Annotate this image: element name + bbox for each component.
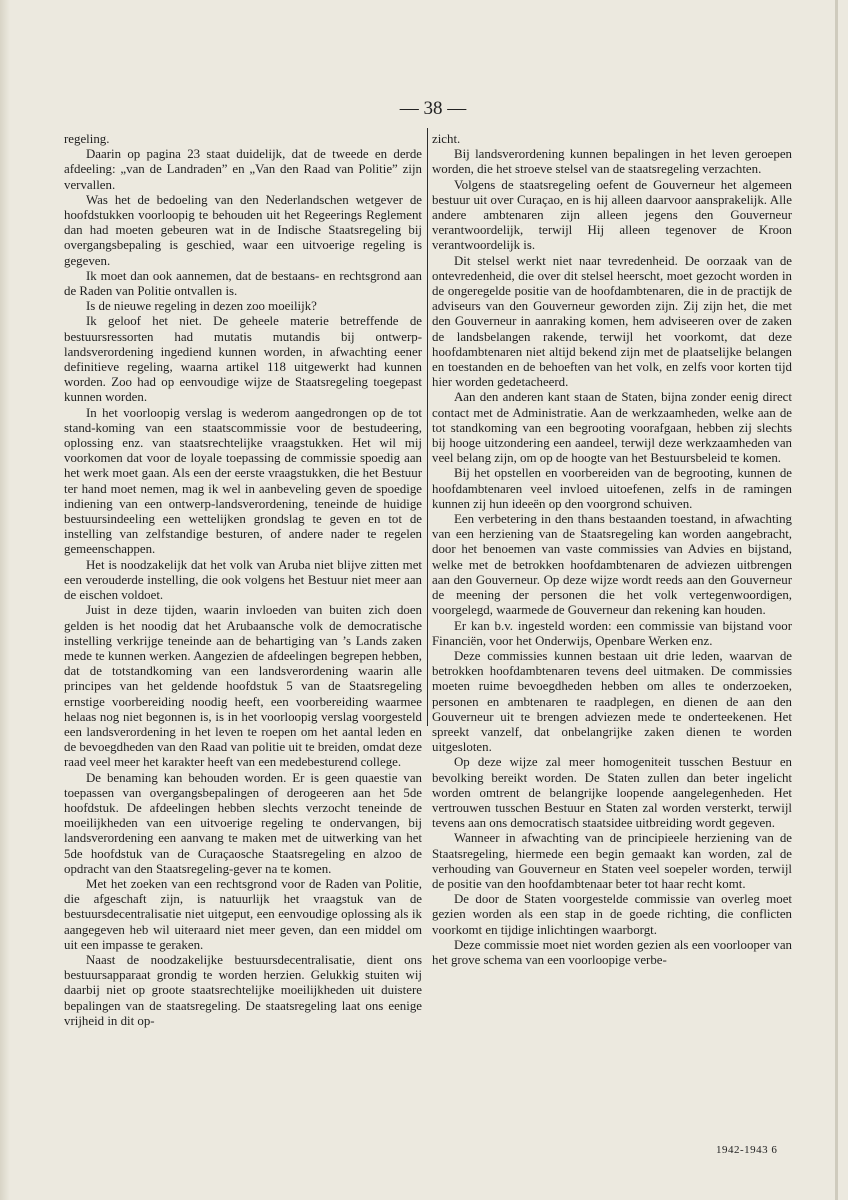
paragraph: Een verbetering in den thans bestaanden toestand, in afwachting van een herziening van de Staatsregeling kan worden aangebracht, door het benoemen van vaste commissies van Advies en bijstand, welke met de betrokken hoofdambtenaren de adviezen uitbrengen aan den Gouverneur. Op deze wijze wordt reeds aan den Gouverneur de meening der personen die het volk vertegenwoordigen, voorgelegd, waarmede de Gouverneur dan rekening kan houden.	[432, 512, 792, 618]
paragraph: Bij het opstellen en voorbereiden van de begrooting, kunnen de hoofdambtenaren veel invloed uitoefenen, zelfs in de ramingen kunnen zij hun ideeën op den voorgrond schuiven.	[432, 466, 792, 511]
paragraph: Er kan b.v. ingesteld worden: een commissie van bijstand voor Financiën, voor het Onderwijs, Openbare Werken enz.	[432, 618, 792, 648]
paragraph: Daarin op pagina 23 staat duidelijk, dat de tweede en derde afdeeling: „van de Landraden” en „Van den Raad van Politie” zijn vervallen.	[64, 147, 422, 192]
paragraph: Juist in deze tijden, waarin invloeden van buiten zich doen gelden is het noodig dat het Arubaansche volk de democratische instelling verkrijge teneinde aan de behartiging van ’s Lands zaken mede te kunnen werken. Aangezien de afdeelingen begrepen hebben, dat de totstandkoming van een landsverordening waarin alle principes van het geldende hoofdstuk 5 van de Staatsregeling ernstige voorbereiding noodig heeft, een voorbereiding waarmee helaas nog niet begonnen is, is in het voorloopig verslag voorgesteld een landsverordening in het leven te roepen om het aantal leden en de bevoegdheden van den Raad van politie uit te breiden, omdat deze raad veel meer het karakter heeft van een medebesturend college.	[64, 603, 422, 770]
left-column	[64, 132, 422, 1029]
page-number: — 38 —	[399, 98, 467, 119]
paragraph: Deze commissies kunnen bestaan uit drie leden, waarvan de betrokken hoofdambtenaren tevens deel uitmaken. De commissies moeten ruime bevoegdheden hebben om alles te onderzoeken, personen en ambtenaren te raadplegen, en dienen de aan den Gouverneur uit te brengen adviezen mede te onderteekenen. Het spreekt vanzelf, dat onbelangrijke zaken dienen te worden uitgesloten.	[432, 648, 792, 755]
paragraph: zicht.	[432, 132, 461, 146]
paragraph: Is de nieuwe regeling in dezen zoo moeilijk?	[86, 299, 317, 314]
paragraph: Op deze wijze zal meer homogeniteit tusschen Bestuur en bevolking bereikt worden. De Staten zullen dan beter ingelicht worden omtrent de belangrijke loopende aangelegenheden. Het vertrouwen tusschen Bestuur en Staten zal worden versterkt, terwijl tevens aan ons democratisch staatsidee uitbreiding wordt gegeven.	[432, 755, 792, 831]
paragraph: De door de Staten voorgestelde commissie van overleg moet gezien worden als een stap in de goede richting, die conflicten voorkomt en tijdige inlichtingen waarborgt.	[432, 892, 792, 937]
paragraph: De benaming kan behouden worden. Er is geen quaestie van toepassen van overgangsbepalingen of derogeeren aan het 5de hoofdstuk. De afdeelingen hebben slechts verzocht teneinde de moeilijkheden van een uitvoerige regeling te ondervangen, bij landsverordening een aanvang te maken met de uitwerking van het 5de hoofdstuk van de Curaçaosche Staatsregeling en alzoo de opdracht van den Staatsregeling-gever na te komen.	[64, 770, 422, 876]
paragraph: Het is noodzakelijk dat het volk van Aruba niet blijve zitten met een verouderde instelling, die ook volgens het Bestuur niet meer aan de eischen voldoet.	[64, 557, 422, 603]
paragraph: Aan den anderen kant staan de Staten, bijna zonder eenig direct contact met de Administratie. Aan de werkzaamheden, welke aan de tot standkoming van een begrooting voorafgaan, hebben zij slechts bij hooge uitzondering een aandeel, terwijl deze werkzaamheden van veel belang zijn, om op de hoogte van het Bestuursbeleid te komen.	[432, 390, 792, 466]
paragraph: Volgens de staatsregeling oefent de Gouverneur het algemeen bestuur uit over Curaçao, en is hij alleen daarvoor aansprakelijk. Alle andere ambtenaren zijn alleen jegens den Gouverneur verantwoordelijk, terwijl Hij alleen tegenover de Kroon verantwoordelijk is.	[432, 177, 792, 253]
paragraph: In het voorloopig verslag is wederom aangedrongen op de tot stand-koming van een staatscommissie voor de bestudeering, oplossing enz. van staatsrechtelijke vraagstukken. Het wil mij voorkomen dat voor de loyale toepassing de commissie spoedig aan het werk moet gaan. Als een der eerste vraagstukken, die het Bestuur ter hand moet nemen, mag ik wel in aanbeveling geven de spoedige indiening van een ontwerp-landsverordening, teneinde de huidige bestuursindeeling een wettelijken grondslag te geven en tot de instelling van zelfstandige besturen, of andere nader te regelen gemeenschappen.	[64, 405, 422, 557]
right-column	[432, 132, 792, 968]
paragraph: Was het de bedoeling van den Nederlandschen wetgever de hoofdstukken voorloopig te behouden uit het Regeerings Reglement dan had moeten gebeuren wat in de Indische Staatsregeling bij overgangsbepaling is geschied, waar een uitvoerige regeling is gegeven.	[64, 192, 422, 268]
footer-code: 1942-1943 6	[716, 1144, 778, 1156]
paragraph: Met het zoeken van een rechtsgrond voor de Raden van Politie, die afgeschaft zijn, is natuurlijk het vraagstuk van de bestuursdecentralisatie niet uitgeput, een eenvoudige oplossing als ik aangegeven heb wil uiteraard niet meer geven, dan een middel om uit een impasse te geraken.	[64, 876, 422, 952]
paragraph: Bij landsverordening kunnen bepalingen in het leven geroepen worden, die het stroeve stelsel van de staatsregeling verzachten.	[432, 147, 792, 177]
page-right-edge	[835, 0, 838, 1200]
paragraph: Deze commissie moet niet worden gezien als een voorlooper van het grove schema van een voorloopige verbe-	[432, 937, 792, 967]
paragraph: Ik geloof het niet. De geheele materie betreffende de bestuursressorten had mutatis mutandis bij ontwerp-landsverordening ingediend kunnen worden, in afwachting eener definitieve regeling, waarna artikel 118 uitgewerkt had kunnen worden. Zoo had op eenvoudige wijze de Staatsregeling toegepast kunnen worden.	[64, 314, 422, 405]
paragraph: Wanneer in afwachting van de principieele herziening van de Staatsregeling, hiermede een begin gemaakt kan worden, zal de verhouding van Gouverneur en Staten veel soepeler worden, terwijl de positie van den hoofdambtenaar beter tot haar recht komt.	[432, 831, 792, 891]
paragraph: Ik moet dan ook aannemen, dat de bestaans- en rechtsgrond aan de Raden van Politie ontvallen is.	[64, 268, 422, 299]
column-divider	[427, 128, 428, 726]
paragraph: Dit stelsel werkt niet naar tevredenheid. De oorzaak van de ontevredenheid, die over dit stelsel heerscht, moet gezocht worden in de ongeregelde positie van de hoofdambtenaren, die in de practijk de adviseurs van den Gouverneur geworden zijn. Zij zijn het, die met den Gouverneur in aanraking komen, hem adviseeren over de zaken de landsbelangen rakende, terwijl het voorkomt, dat deze hoofdambtenaren niet altijd bekend zijn met de plaatselijke belangen en toestanden en de behoeften van het volk, en zelfs voor korten tijd hier worden gedetacheerd.	[432, 253, 792, 390]
page-left-edge	[0, 0, 10, 1200]
paragraph: Naast de noodzakelijke bestuursdecentralisatie, dient ons bestuursapparaat grondig te worden herzien. Gelukkig stuiten wij daarbij niet op groote staatsrechtelijke moeilijkheden uit duistere bepalingen van de staatsregeling. De staatsregeling laat ons eenige vrijheid in dit op-	[64, 952, 422, 1028]
paragraph: regeling.	[64, 132, 110, 146]
